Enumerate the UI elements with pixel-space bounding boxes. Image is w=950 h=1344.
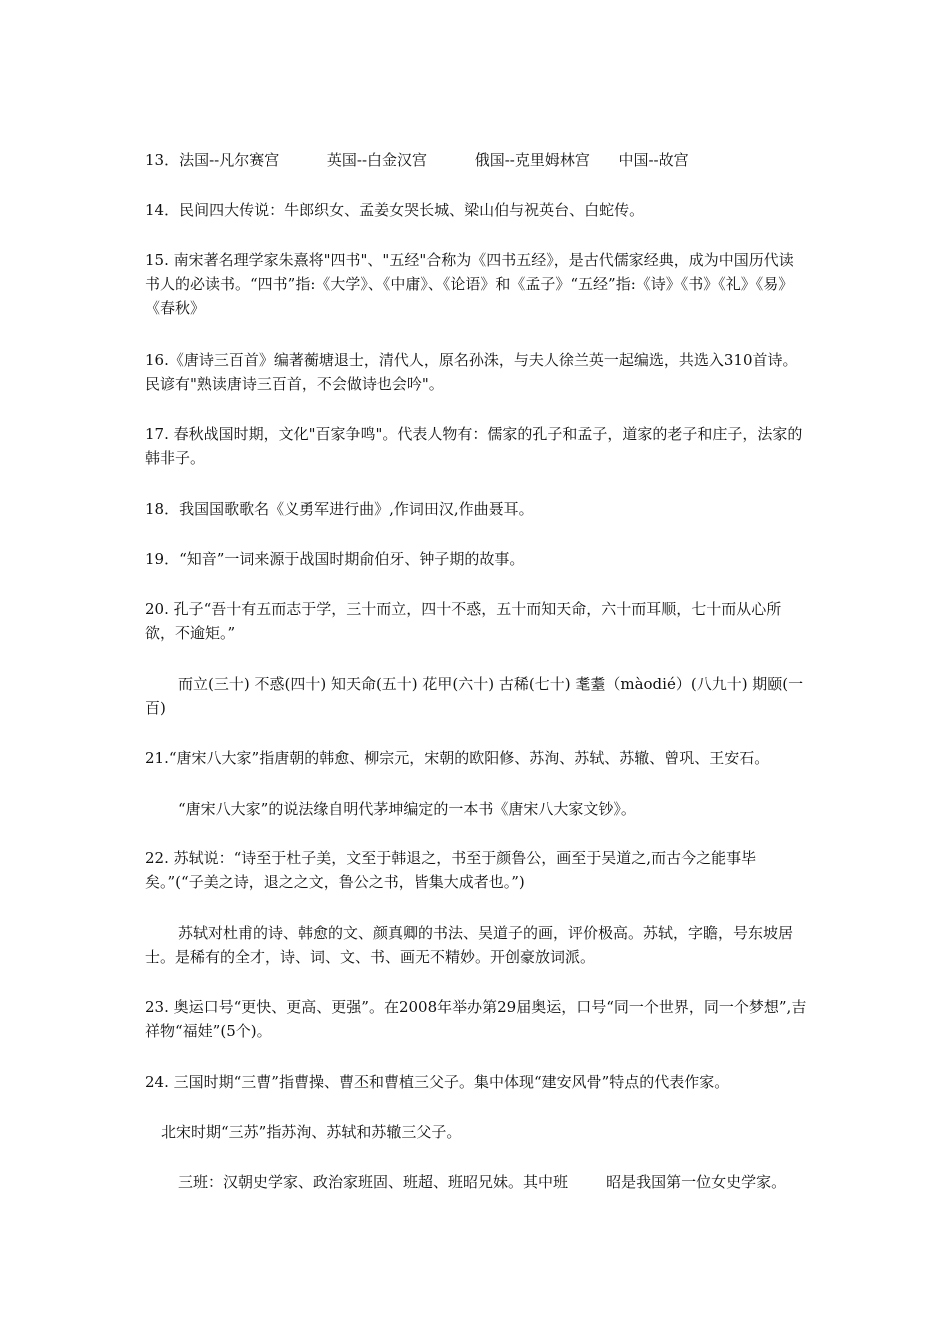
item-22: 22. 苏轼说：“诗至于杜子美，文至于韩退之，书至于颜鲁公，画至于吴道之,而古今之能事毕矣。”(“子美之诗，退之之文，鲁公之书，皆集大成者也。”) [145,849,757,891]
item-21-note: “唐宋八大家”的说法缘自明代茅坤编定的一本书《唐宋八大家文钞》。 [178,800,636,818]
item-19: 19．“知音”一词来源于战国时期俞伯牙、钟子期的故事。 [145,550,525,568]
item-24: 24. 三国时期“三曹”指曹操、曹丕和曹植三父子。集中体现“建安风骨”特点的代表作家。 [145,1073,730,1091]
item-14: 14．民间四大传说：牛郎织女、孟姜女哭长城、梁山伯与祝英台、白蛇传。 [145,201,645,219]
item-22-note: 苏轼对杜甫的诗、韩愈的文、颜真卿的书法、吴道子的画，评价极高。苏轼，字瞻，号东坡居士。是稀有的全才，诗、词、文、书、画无不精妙。开创豪放词派。 [145,924,794,966]
item-16: 16.《唐诗三百首》编著蘅塘退士，清代人，原名孙洙，与夫人徐兰英一起编选，共选入310首诗。民谚有"熟读唐诗三百首，不会做诗也会吟"。 [145,351,798,393]
item-15: 15. 南宋著名理学家朱熹将"四书"、"五经"合称为《四书五经》，是古代儒家经典，成为中国历代读书人的必读书。“四书”指:《大学》、《中庸》、《论语》和《孟子》“五经”指:《诗》《书》《礼》《易》《春秋》 [145,251,794,317]
item-17: 17. 春秋战国时期，文化"百家争鸣"。代表人物有：儒家的孔子和孟子，道家的老子和庄子，法家的韩非子。 [145,425,803,467]
item-18: 18．我国国歌歌名《义勇军进行曲》,作词田汉,作曲聂耳。 [145,500,534,518]
item-20: 20. 孔子“吾十有五而志于学，三十而立，四十不惑，五十而知天命，六十而耳顺，七十而从心所欲，不逾矩。” [145,600,782,642]
item-23: 23. 奥运口号“更快、更高、更强”。在2008年举办第29届奥运，口号“同一个世界，同一个梦想”,吉祥物“福娃”(5个)。 [145,998,807,1040]
item-13: 13．法国--凡尔赛宫 英国--白金汉宫 俄国--克里姆林宫 中国--故宫 [145,151,689,169]
item-21: 21.“唐宋八大家”指唐朝的韩愈、柳宗元，宋朝的欧阳修、苏洵、苏轼、苏辙、曾巩、王安石。 [145,749,770,767]
item-24-three-su: 北宋时期“三苏”指苏洵、苏轼和苏辙三父子。 [161,1123,462,1141]
item-20-ages: 而立(三十) 不惑(四十) 知天命(五十) 花甲(六十) 古稀(七十) 耄耋（màodié）(八九十) 期颐(一百) [145,675,804,717]
item-24-three-ban: 三班：汉朝史学家、政治家班固、班超、班昭兄妹。其中班 昭是我国第一位女史学家。 [178,1173,787,1191]
